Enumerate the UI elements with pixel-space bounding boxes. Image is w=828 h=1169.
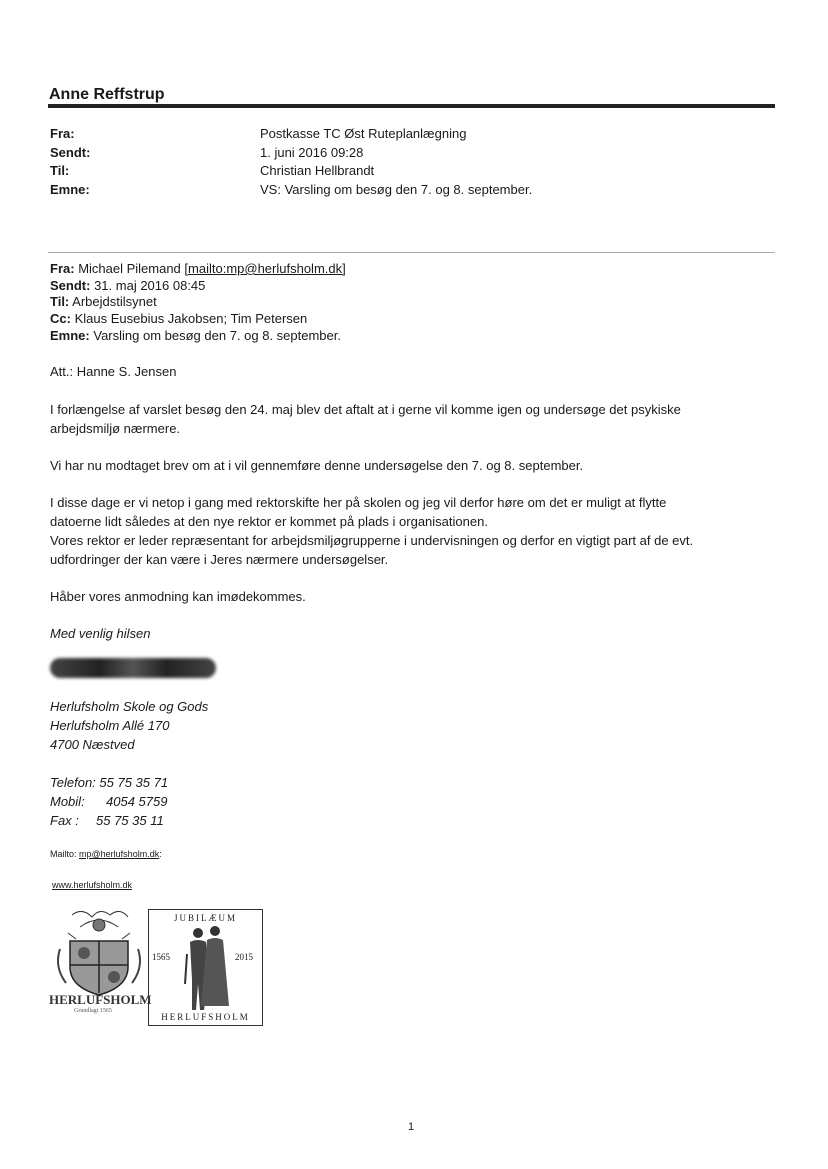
mobile-value: 4054 5759 xyxy=(106,794,168,809)
fwd-cc-row xyxy=(50,310,307,327)
from-label: Fra: xyxy=(50,126,75,141)
subject-value: VS: Varsling om besøg den 7. og 8. september. xyxy=(260,182,533,197)
mobile-label: Mobil: xyxy=(50,794,85,809)
fwd-sent-value: 31. maj 2016 08:45 xyxy=(94,278,206,293)
mailto-row: Mailto: mp@herlufsholm.dk: xyxy=(50,849,162,859)
fax-row xyxy=(50,811,770,830)
paragraph-3-line-3: Vores rektor er leder repræsentant for arbejdsmiljøgrupperne i undervisningen og derfor en vigtigt part af de evt. xyxy=(50,533,694,548)
paragraph-3-line-4: udfordringer der kan være i Jeres nærmere undersøgelser. xyxy=(50,552,389,567)
paragraph-4: Håber vores anmodning kan imødekommes. xyxy=(50,589,306,604)
crest-name: HERLUFSHOLM xyxy=(49,992,152,1007)
phone-row xyxy=(50,773,770,792)
jubilee-end-year: 2015 xyxy=(235,952,253,962)
jubilee-start-year: 1565 xyxy=(152,952,170,962)
to-label: Til: xyxy=(50,163,70,178)
fwd-subject-label: Emne: xyxy=(50,328,90,343)
mailto-email-link[interactable]: mp@herlufsholm.dk xyxy=(79,849,160,859)
paragraph-3-line-1: I disse dage er vi netop i gang med rektorskifte her på skolen og jeg vil derfor høre om det er muligt at flytte xyxy=(50,495,667,510)
fax-label: Fax : xyxy=(50,813,79,828)
sent-value: 1. juni 2016 09:28 xyxy=(260,145,364,160)
sent-label: Sendt: xyxy=(50,145,91,160)
title-rule xyxy=(48,104,775,108)
fwd-subject-value: Varsling om besøg den 7. og 8. september. xyxy=(93,328,341,343)
fwd-to-row xyxy=(50,293,157,310)
paragraph-1-line-1: I forlængelse af varslet besøg den 24. maj blev det aftalt at i gerne vil komme igen og undersøge det psykiske xyxy=(50,402,681,417)
fwd-from-name: Michael Pilemand xyxy=(78,261,181,276)
fwd-cc-label: Cc: xyxy=(50,311,71,326)
document-owner-name: Anne Reffstrup xyxy=(49,86,165,103)
website-link[interactable]: www.herlufsholm.dk xyxy=(52,880,133,890)
phone-value: 55 75 35 71 xyxy=(99,775,169,790)
fwd-sent-row xyxy=(50,277,205,294)
fax-value: 55 75 35 11 xyxy=(96,813,164,828)
jubilee-name: HERLUFSHOLM xyxy=(161,1012,250,1022)
jubilee-logo xyxy=(148,909,263,1026)
fwd-from-row xyxy=(50,260,346,277)
mobile-row xyxy=(50,792,770,811)
website-row xyxy=(52,880,132,890)
page-number: 1 xyxy=(408,1121,415,1133)
fwd-sent-label: Sendt: xyxy=(50,278,91,293)
fwd-to-label: Til: xyxy=(50,294,70,309)
herlufsholm-crest-logo xyxy=(49,905,152,1020)
fwd-cc-value: Klaus Eusebius Jakobsen; Tim Petersen xyxy=(74,311,308,326)
closing-greeting: Med venlig hilsen xyxy=(50,626,151,641)
jubilee-title: JUBILÆUM xyxy=(173,913,237,923)
paragraph-3-line-2: datoerne lidt således at den nye rektor er kommet på plads i organisationen. xyxy=(50,514,488,529)
crest-subtitle: Grundlagt 1565 xyxy=(74,1008,112,1014)
signature-street: Herlufsholm Allé 170 xyxy=(50,718,170,733)
signature-city: 4700 Næstved xyxy=(50,737,135,752)
phone-label: Telefon: xyxy=(50,775,96,790)
paragraph-2: Vi har nu modtaget brev om at i vil gennemføre denne undersøgelse den 7. og 8. september. xyxy=(50,458,584,473)
att-line: Att.: Hanne S. Jensen xyxy=(50,364,177,379)
fwd-from-label: Fra: xyxy=(50,261,75,276)
fwd-to-value: Arbejdstilsynet xyxy=(72,294,157,309)
fwd-subject-row xyxy=(50,327,341,344)
fwd-from-mailto-link[interactable]: [mailto:mp@herlufsholm.dk] xyxy=(184,261,346,276)
subject-label: Emne: xyxy=(50,182,90,197)
separator-line xyxy=(48,252,775,253)
paragraph-1-line-2: arbejdsmiljø nærmere. xyxy=(50,421,181,436)
signature-org: Herlufsholm Skole og Gods xyxy=(50,699,209,714)
redacted-signature-name xyxy=(50,658,216,678)
to-value: Christian Hellbrandt xyxy=(260,163,375,178)
jubilee-figures-icon xyxy=(177,924,235,1012)
from-value: Postkasse TC Øst Ruteplanlægning xyxy=(260,126,467,141)
mailto-label: Mailto: xyxy=(50,849,77,859)
